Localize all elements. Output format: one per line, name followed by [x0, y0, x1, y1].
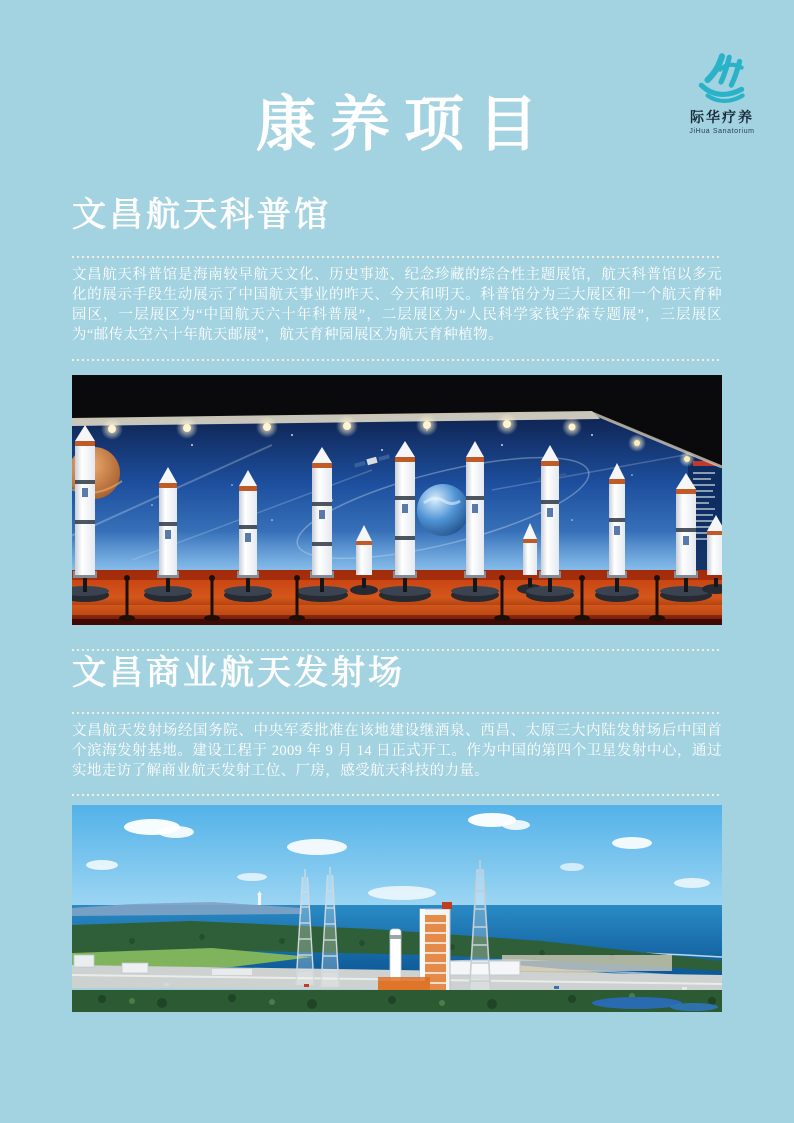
- section-1-heading: 文昌航天科普馆: [72, 197, 331, 234]
- section-1-body: 文昌航天科普馆是海南较早航天文化、历史事迹、纪念珍藏的综合性主题展馆，航天科普馆以多元化的展示手段生动展示了中国航天事业的昨天、今天和明天。科普馆分为三大展区和一个航天育种园区，一层展区为“中国航天六十年科普展”，二层展区为“人民科学家钱学森专题展”，三层展区为“邮传太空六十年航天邮展”，航天育种园展区为航天育种植物。: [72, 267, 722, 343]
- dotted-divider: [72, 649, 722, 651]
- pond: [592, 997, 682, 1009]
- dotted-divider: [72, 794, 722, 796]
- dotted-divider: [72, 256, 722, 258]
- crane: [442, 902, 452, 909]
- section-2-body: 文昌航天发射场经国务院、中央军委批准在该地建设继酒泉、西昌、太原三大内陆发射场后中国首个滨海发射基地。建设工程于 2009 年 9 月 14 日正式开工。作为中国的第四个卫星发射中心，通过实地走访了解商业航天发射工位、厂房，感受航天科技的力量。: [72, 723, 722, 779]
- science-museum-photo: [72, 375, 722, 625]
- graded-lot: [502, 955, 672, 971]
- dotted-divider: [72, 359, 722, 361]
- launch-platform: [378, 981, 430, 990]
- logo-name-cn: 际华疗养: [690, 109, 754, 125]
- logo-name-en: JiHua Sanatorium: [689, 128, 755, 135]
- launch-site-photo: [72, 805, 722, 1012]
- pond: [670, 1003, 718, 1011]
- dotted-divider: [72, 712, 722, 714]
- section-2-heading: 文昌商业航天发射场: [72, 655, 405, 692]
- earth-mural: [417, 484, 469, 536]
- page-title: 康养项目: [256, 92, 552, 158]
